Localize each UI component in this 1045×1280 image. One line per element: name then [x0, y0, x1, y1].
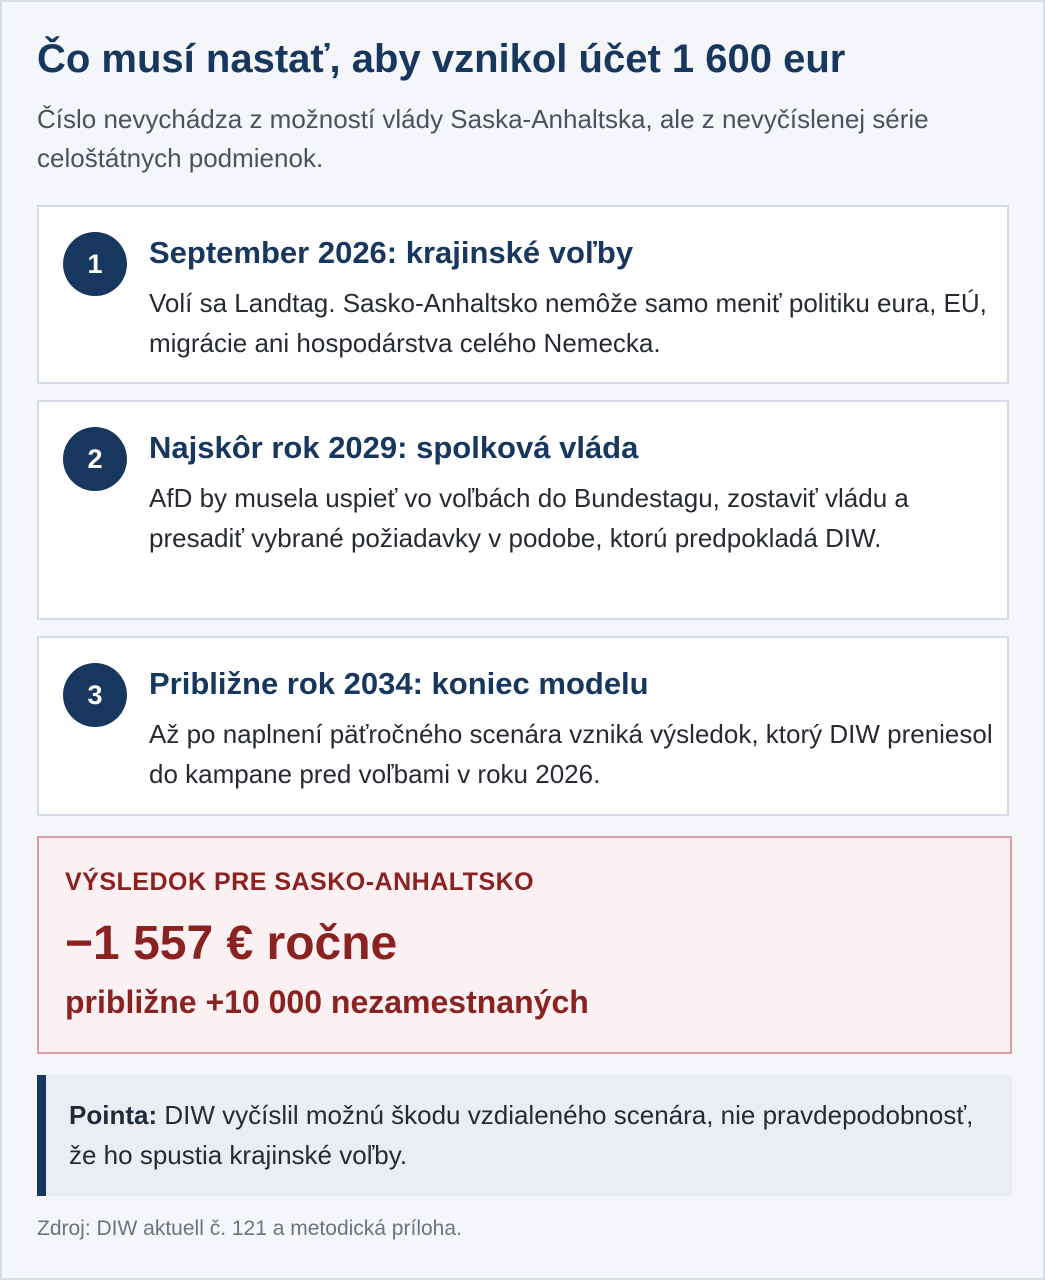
step-card-2	[37, 400, 1009, 620]
step-card-3	[37, 636, 1009, 816]
result-value: −1 557 € ročne	[65, 917, 398, 970]
page-title: Čo musí nastať, aby vznikol účet 1 600 eur	[37, 37, 846, 81]
result-label: VÝSLEDOK PRE SASKO-ANHALTSKO	[65, 868, 535, 896]
result-subvalue: približne +10 000 nezamestnaných	[65, 984, 589, 1020]
page-subtitle: Číslo nevychádza z možností vlády Saska-Anhaltska, ale z nevyčíslenej série celoštátnych podmienok.	[37, 104, 929, 173]
point-label: Pointa:	[69, 1100, 158, 1130]
step-card-1	[37, 205, 1009, 384]
point-body: DIW vyčíslil možnú škodu vzdialeného scenára, nie pravdepodobnosť, že ho spustia krajinské voľby.	[69, 1100, 974, 1170]
result-box	[37, 836, 1012, 1054]
step-title: September 2026: krajinské voľby	[149, 235, 634, 270]
step-number-badge: 3	[63, 663, 127, 727]
step-text: AfD by musela uspieť vo voľbách do Bundestagu, zostaviť vládu a presadiť vybrané požiadavky v podobe, ktorú predpokladá DIW.	[149, 483, 909, 553]
point-callout	[37, 1075, 1012, 1196]
step-text: Až po naplnení päťročného scenára vzniká výsledok, ktorý DIW preniesol do kampane pred voľbami v roku 2026.	[149, 719, 993, 789]
step-title: Najskôr rok 2029: spolková vláda	[149, 430, 639, 465]
source-note: Zdroj: DIW aktuell č. 121 a metodická príloha.	[37, 1217, 462, 1240]
step-number-badge: 1	[63, 232, 127, 296]
step-number-badge: 2	[63, 427, 127, 491]
step-text: Volí sa Landtag. Sasko-Anhaltsko nemôže samo meniť politiku eura, EÚ, migrácie ani hospodárstva celého Nemecka.	[149, 288, 987, 358]
point-text	[69, 1095, 989, 1175]
step-title: Približne rok 2034: koniec modelu	[149, 666, 649, 701]
